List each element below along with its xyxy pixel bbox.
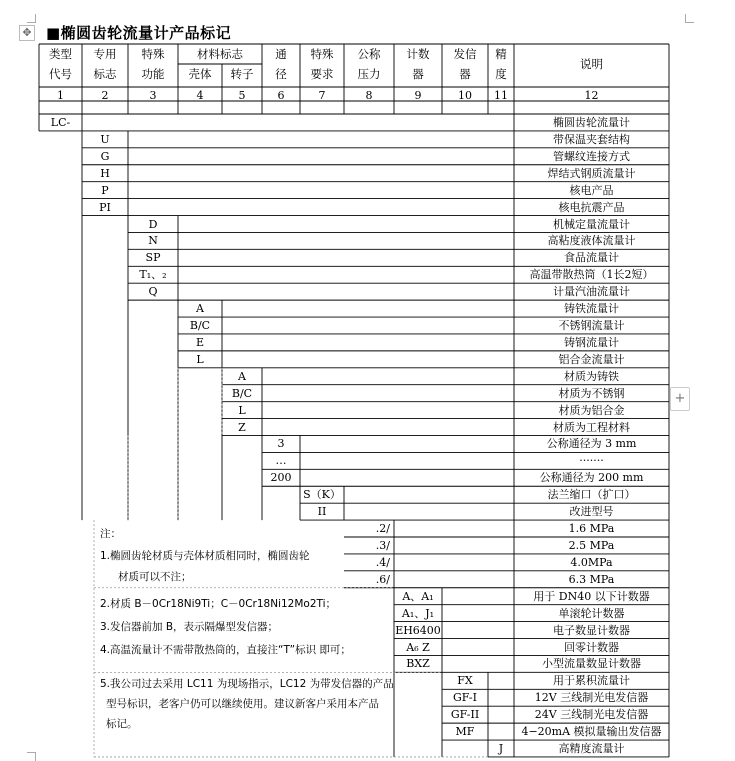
code-cell: A、A₁	[402, 589, 434, 603]
document-title: ■椭圆齿轮流量计产品标记	[46, 24, 232, 42]
note-text: 4.高温流量计不需带散热筒的，直接注“T”标识 即可；	[100, 643, 351, 656]
header-pressure: 公称	[357, 47, 381, 61]
column-number: 3	[149, 89, 157, 102]
code-cell: PI	[99, 200, 111, 214]
code-cell: .3/	[375, 539, 390, 552]
description-cell: 铝合金流量计	[558, 352, 625, 366]
description-cell: 带保温夹套结构	[553, 132, 630, 146]
code-cell: …	[275, 454, 287, 468]
column-number: 6	[277, 89, 285, 102]
column-number: 10	[458, 89, 472, 102]
description-cell: 公称通径为 3 mm	[546, 437, 637, 451]
code-cell: H	[100, 166, 110, 180]
header-precision: 精	[495, 47, 507, 61]
header-material: 材料标志	[197, 47, 243, 61]
note-text: 5.我公司过去采用 LC11 为现场指示，LC12 为带发信器的产品	[100, 678, 394, 691]
header-type-code: 代号	[49, 67, 72, 81]
description-cell: 公称通径为 200 mm	[539, 471, 644, 485]
code-cell: .6/	[375, 572, 390, 586]
code-cell: L	[196, 352, 204, 366]
code-cell: .2/	[375, 522, 390, 536]
description-cell: 材质为铸铁	[564, 369, 619, 383]
code-cell: II	[317, 505, 327, 519]
header-counter: 计数	[406, 47, 430, 61]
column-number: 5	[238, 89, 246, 102]
code-cell: 200	[270, 471, 292, 485]
header-diameter: 径	[275, 67, 287, 81]
code-cell: Z	[238, 420, 246, 434]
header-diameter: 通	[275, 47, 287, 61]
header-transmitter: 器	[459, 67, 471, 81]
note-text: 2.材质 B－0Cr18Ni9Ti；C－0Cr18Ni12Mo2Ti；	[100, 597, 337, 610]
note-text: 注：	[100, 528, 121, 541]
code-cell: A₁、J₁	[401, 606, 435, 620]
description-cell: 单滚轮计数器	[558, 606, 625, 620]
header-type-code: 类型	[49, 47, 72, 61]
header-special-function: 功能	[141, 67, 165, 81]
description-cell: 材质为工程材料	[553, 420, 630, 434]
description-cell: 4.0MPa	[570, 555, 613, 569]
code-cell: FX	[457, 674, 473, 688]
description-cell: 机械定量流量计	[553, 217, 630, 231]
column-number: 8	[365, 89, 373, 102]
description-cell: 核电产品	[569, 183, 614, 197]
description-cell: 核电抗震产品	[558, 200, 625, 214]
description-cell: 12V 三线制光电发信器	[534, 691, 649, 705]
description-cell: 高精度流量计	[558, 742, 625, 756]
description-cell: ·······	[579, 454, 604, 468]
column-number: 12	[584, 89, 599, 102]
code-cell: B/C	[189, 319, 211, 333]
header-shell: 壳体	[188, 67, 212, 81]
add-column-icon[interactable]: +	[670, 387, 690, 411]
header-special-mark: 专用	[93, 47, 117, 61]
description-cell: 材质为铝合金	[558, 403, 625, 417]
description-cell: 高粘度液体流量计	[547, 234, 636, 248]
code-cell: E	[195, 335, 205, 349]
note-text: 标记。	[106, 718, 138, 731]
code-cell: Q	[148, 285, 158, 299]
header-description: 说明	[580, 57, 603, 71]
code-cell: .4/	[375, 555, 390, 569]
code-cell: T₁、₂	[139, 268, 167, 282]
column-number: 4	[196, 89, 204, 102]
description-cell: 计量汽油流量计	[553, 285, 630, 299]
description-cell: 1.6 MPa	[568, 522, 615, 536]
description-cell: 4−20mA 模拟量输出发信器	[521, 725, 662, 739]
header-special-mark: 标志	[93, 67, 117, 81]
header-precision: 度	[495, 67, 507, 81]
code-cell: BXZ	[406, 657, 430, 671]
note-text: 型号标识，老客户仍可以继续使用。建议新客户采用本产品	[106, 698, 379, 711]
table-move-handle-icon[interactable]: ✥	[19, 25, 35, 41]
description-cell: 24V 三线制光电发信器	[534, 708, 649, 722]
code-cell: S（K）	[303, 488, 341, 502]
column-number: 1	[57, 89, 64, 102]
description-cell: 用于累积流量计	[553, 674, 630, 688]
code-cell: GF-II	[450, 708, 480, 722]
description-cell: 6.3 MPa	[568, 572, 615, 586]
code-cell: GF-I	[453, 691, 477, 705]
header-special-requirement: 特殊	[310, 47, 334, 61]
description-cell: 材质为不锈钢	[558, 386, 625, 400]
code-cell: D	[148, 217, 158, 231]
header-counter: 器	[412, 67, 424, 81]
description-cell: 椭圆齿轮流量计	[553, 116, 630, 129]
code-cell: B/C	[231, 386, 253, 400]
description-cell: 食品流量计	[564, 251, 619, 265]
code-cell: L	[238, 403, 246, 417]
code-cell: N	[148, 234, 158, 248]
code-cell: A	[196, 302, 204, 316]
code-cell: MF	[455, 725, 475, 739]
code-cell: SP	[145, 251, 161, 265]
description-cell: 回零计数器	[564, 640, 619, 654]
code-cell: A₆ Z	[406, 640, 430, 654]
description-cell: 铸铁流量计	[564, 302, 619, 316]
note-text: 材质可以不注；	[118, 570, 192, 583]
code-cell: A	[238, 369, 246, 383]
code-cell: P	[101, 183, 109, 197]
note-text: 1.椭圆齿轮材质与壳体材质相同时，椭圆齿轮	[100, 550, 310, 562]
header-special-requirement: 要求	[310, 67, 334, 81]
description-cell: 电子数显计数器	[553, 623, 630, 637]
column-number: 9	[414, 89, 422, 102]
description-cell: 管螺纹连接方式	[553, 149, 630, 163]
code-cell: G	[100, 149, 110, 163]
code-cell: 3	[277, 437, 285, 451]
code-cell: J	[498, 742, 504, 756]
description-cell: 法兰缩口（扩口）	[547, 488, 636, 502]
note-text: 3.发信器前加 B，表示隔爆型发信器；	[100, 620, 279, 633]
description-cell: 2.5 MPa	[568, 539, 615, 552]
description-cell: 焊结式钢质流量计	[547, 166, 636, 180]
column-number: 11	[494, 89, 508, 102]
code-cell: U	[100, 132, 110, 146]
description-cell: 改进型号	[569, 505, 614, 519]
header-special-function: 特殊	[141, 47, 165, 61]
header-pressure: 压力	[357, 67, 381, 81]
header-rotor: 转子	[230, 67, 254, 81]
description-cell: 不锈钢流量计	[558, 319, 625, 333]
header-transmitter: 发信	[453, 47, 477, 61]
code-cell: EH6400	[395, 623, 441, 637]
column-number: 2	[101, 89, 109, 102]
description-cell: 小型流量数显计数器	[542, 657, 641, 671]
type-code-cell: LC-	[50, 116, 71, 129]
description-cell: 铸钢流量计	[564, 335, 619, 349]
description-cell: 高温带散热筒（1长2短）	[529, 268, 654, 282]
column-number: 7	[318, 89, 326, 102]
description-cell: 用于 DN40 以下计数器	[533, 589, 650, 603]
